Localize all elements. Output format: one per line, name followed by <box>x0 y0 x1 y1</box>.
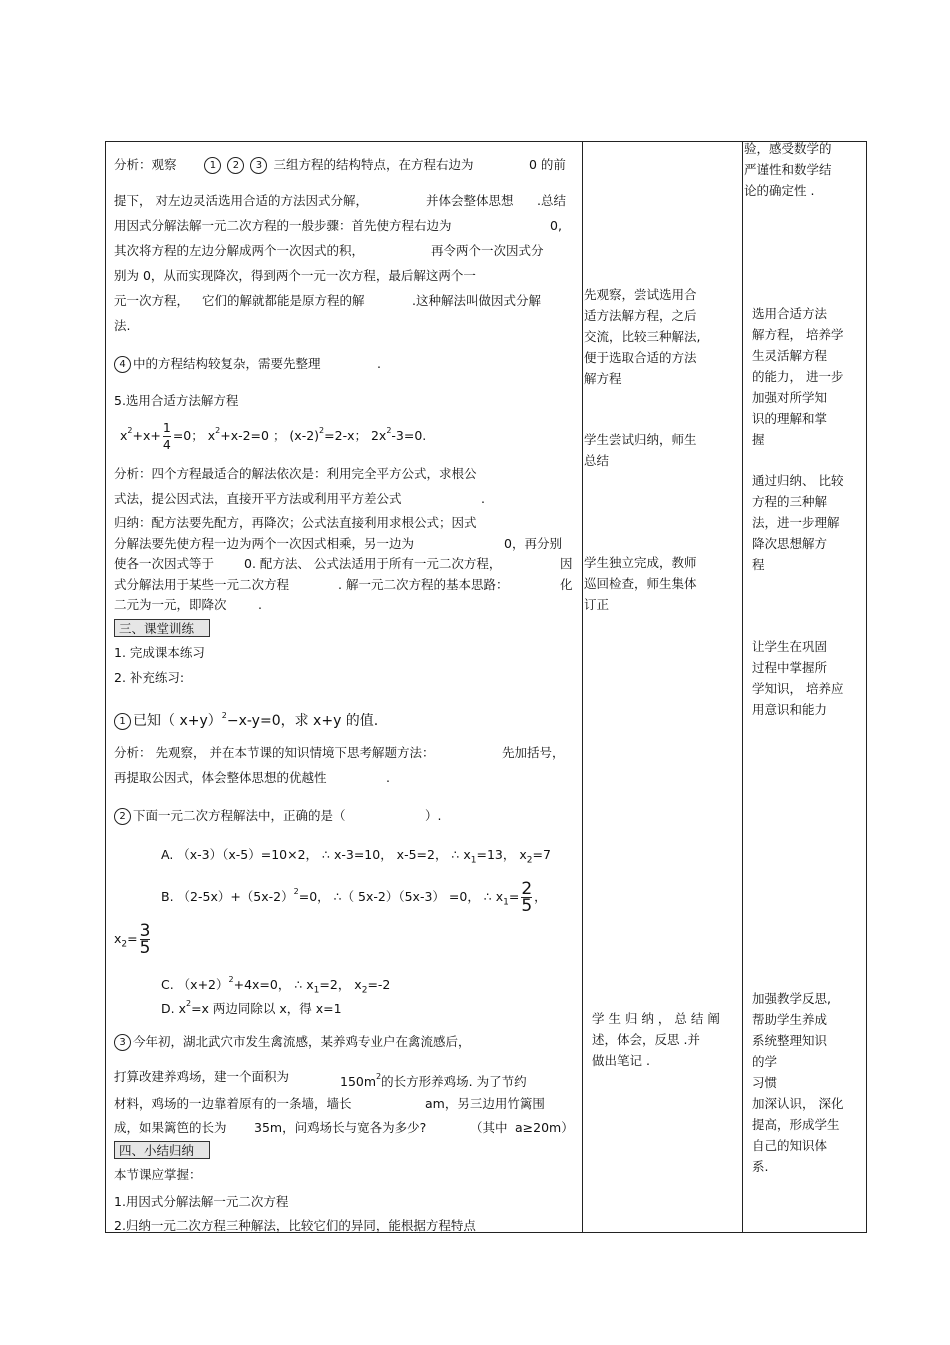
design-intent-5: 加强教学反思, 帮助学生养成 系统整理知识 的学 习惯 加深认识， 深化 提高，形成学生 自己的知识体 系. <box>752 991 844 1174</box>
text: am，另三边用竹篱围 <box>425 1096 545 1111</box>
text: 提下， 对左边灵活选用合适的方法因式分解， <box>114 193 368 208</box>
text: 先加括号， <box>502 745 565 760</box>
text: （其中 <box>470 1120 508 1135</box>
text: 式分解法用于某些一元二次方程 <box>114 577 290 592</box>
text: . <box>481 491 485 506</box>
analysis-1-line-1: 分析：观察 1 2 3 三组方程的结构特点，在方程右边为 <box>114 157 474 172</box>
note-4: 4 中的方程结构较复杂，需要先整理 <box>114 356 321 373</box>
student-activity-2: 学生尝试归纳，师生 总结 <box>584 432 697 468</box>
text: . <box>377 356 381 371</box>
section-header-summary: 四、小结归纳 <box>114 1141 210 1159</box>
option-c: C. $(x+2)^2+4x=0$， ∴ $x_1=2$， $x_2=-2$ <box>161 975 391 996</box>
question-3: 3 今年初，湖北武穴市发生禽流感，某养鸡专业户在禽流感后， <box>114 1034 471 1051</box>
text: . <box>258 597 262 612</box>
option-b: B. $(2-5x)+(5x-2)^2=0$， ∴（ 5x-2）（5x-3） =0， ∴ $x_1=$ $\frac{2}{5}$ ， <box>161 879 547 916</box>
student-activity-4: 学 生 归 纳 ， 总 结 阐 述，体会，反思 .并 做出笔记 . <box>592 1011 720 1068</box>
equations-line: $x^2+x+$ $\frac{1}{4}$ =0； $x^2+x-2=0$ ； $(x-2)^2=2-x$； $2x^2-3=0$. <box>120 420 427 452</box>
text: 1. 完成课本练习 <box>114 645 205 660</box>
fraction: $\frac{3}{5}$ <box>139 921 151 958</box>
section-header-practice: 三、课堂训练 <box>114 619 210 637</box>
text: . 解一元二次方程的基本思路： <box>338 577 509 592</box>
column-divider-2 <box>742 142 743 1232</box>
circled-number-icon: 1 <box>114 713 131 730</box>
text: 分解法要先使方程一边为两个一次因式相乘，另一边为 <box>114 536 415 551</box>
student-activity-3: 学生独立完成，教师 巡回检查，师生集体 订正 <box>584 555 697 612</box>
option-b-x2: $x_2=$ $\frac{3}{5}$ <box>114 921 151 958</box>
text: 因 <box>560 556 573 571</box>
circled-number-icon: 1 <box>204 157 221 174</box>
design-intent-3: 通过归纳、 比较 方程的三种解 法，进一步理解 降次思想解方 程 <box>752 473 844 572</box>
circled-number-icon: 2 <box>227 157 244 174</box>
text: 再令两个一次因式分 <box>431 243 544 258</box>
text: 0 的前 <box>529 157 566 172</box>
option-a: A. （x-3）（x-5）=10×2， ∴ x-3=10， x-5=2， ∴ $x_1=13$， $x_2=7$ <box>161 847 551 866</box>
option-d: D. $x^2=x$ 两边同除以 x，得 x=1 <box>161 999 342 1016</box>
circled-number-icon: 4 <box>114 356 131 373</box>
text: 分析：四个方程最适合的解法依次是：利用完全平方公式，求根公 <box>114 466 477 481</box>
text: 并体会整体思想 <box>426 193 514 208</box>
circled-number-icon: 3 <box>250 157 267 174</box>
text: 它们的解就都能是原方程的解 <box>202 293 365 308</box>
question-2: 2 下面一元二次方程解法中，正确的是（ <box>114 808 346 825</box>
text: 35m，问鸡场长与宽各为多少? <box>254 1120 427 1135</box>
column-divider-1 <box>582 142 583 1232</box>
design-intent-1: 验，感受数学的 严谨性和数学结 论的确定性 . <box>744 141 832 198</box>
text: .总结 <box>537 193 566 208</box>
text: .这种解法叫做因式分解 <box>412 293 541 308</box>
text: 元一次方程， <box>114 293 190 308</box>
fraction: $\frac{1}{4}$ <box>162 420 171 452</box>
text: 再提取公因式，体会整体思想的优越性 <box>114 770 327 785</box>
text: 二元为一元，即降次 <box>114 597 227 612</box>
text: $150m^2$的长方形养鸡场. 为了节约 <box>340 1072 527 1089</box>
design-intent-4: 让学生在巩固 过程中掌握所 学知识， 培养应 用意识和能力 <box>752 639 844 717</box>
circled-number-icon: 2 <box>114 808 131 825</box>
text: 0，再分别 <box>504 536 562 551</box>
text: a≥20m） <box>515 1120 574 1135</box>
text: 1.用因式分解法解一元二次方程 <box>114 1194 289 1209</box>
text: 别为 0，从而实现降次，得到两个一元一次方程，最后解这两个一 <box>114 268 476 283</box>
text: 0, <box>550 218 562 233</box>
text: 本节课应掌握： <box>114 1167 202 1182</box>
question-1: 1 已知（ x+y）$^2$−x-y=0，求 x+y 的值. <box>114 708 378 730</box>
item-5: 5.选用合适方法解方程 <box>114 393 239 408</box>
design-intent-2: 选用合适方法 解方程， 培养学 生灵活解方程 的能力， 进一步 加强对所学知 识的理解和掌 握 <box>752 306 844 447</box>
student-activity-1: 先观察，尝试选用合 适方法解方程，之后 交流，比较三种解法, 便于选取合适的方法 解方程 <box>584 287 701 386</box>
fraction: $\frac{2}{5}$ <box>521 879 533 916</box>
text: . <box>386 770 390 785</box>
text: 式法，提公因式法，直接开平方法或利用平方差公式 <box>114 491 402 506</box>
text: ）. <box>425 808 442 823</box>
text: 使各一次因式等于 <box>114 556 215 571</box>
circled-number-icon: 3 <box>114 1034 131 1051</box>
text: 成，如果篱笆的长为 <box>114 1120 227 1135</box>
text: 0. 配方法、 公式法适用于所有一元二次方程， <box>244 556 502 571</box>
text: 其次将方程的左边分解成两个一次因式的积， <box>114 243 365 258</box>
text: 打算改建养鸡场，建一个面积为 <box>114 1069 290 1084</box>
text: 化 <box>560 577 573 592</box>
text: 2.归纳一元二次方程三种解法，比较它们的异同，能根据方程特点 <box>114 1218 476 1233</box>
text: 用因式分解法解一元二次方程的一般步骤：首先使方程右边为 <box>114 218 452 233</box>
text: 分析： 先观察， 并在本节课的知识情境下思考解题方法： <box>114 745 435 760</box>
text: 2. 补充练习: <box>114 670 185 685</box>
text: 法. <box>114 318 131 333</box>
text: 材料，鸡场的一边靠着原有的一条墙，墙长 <box>114 1096 352 1111</box>
text: 归纳：配方法要先配方，再降次；公式法直接利用求根公式；因式 <box>114 515 477 530</box>
